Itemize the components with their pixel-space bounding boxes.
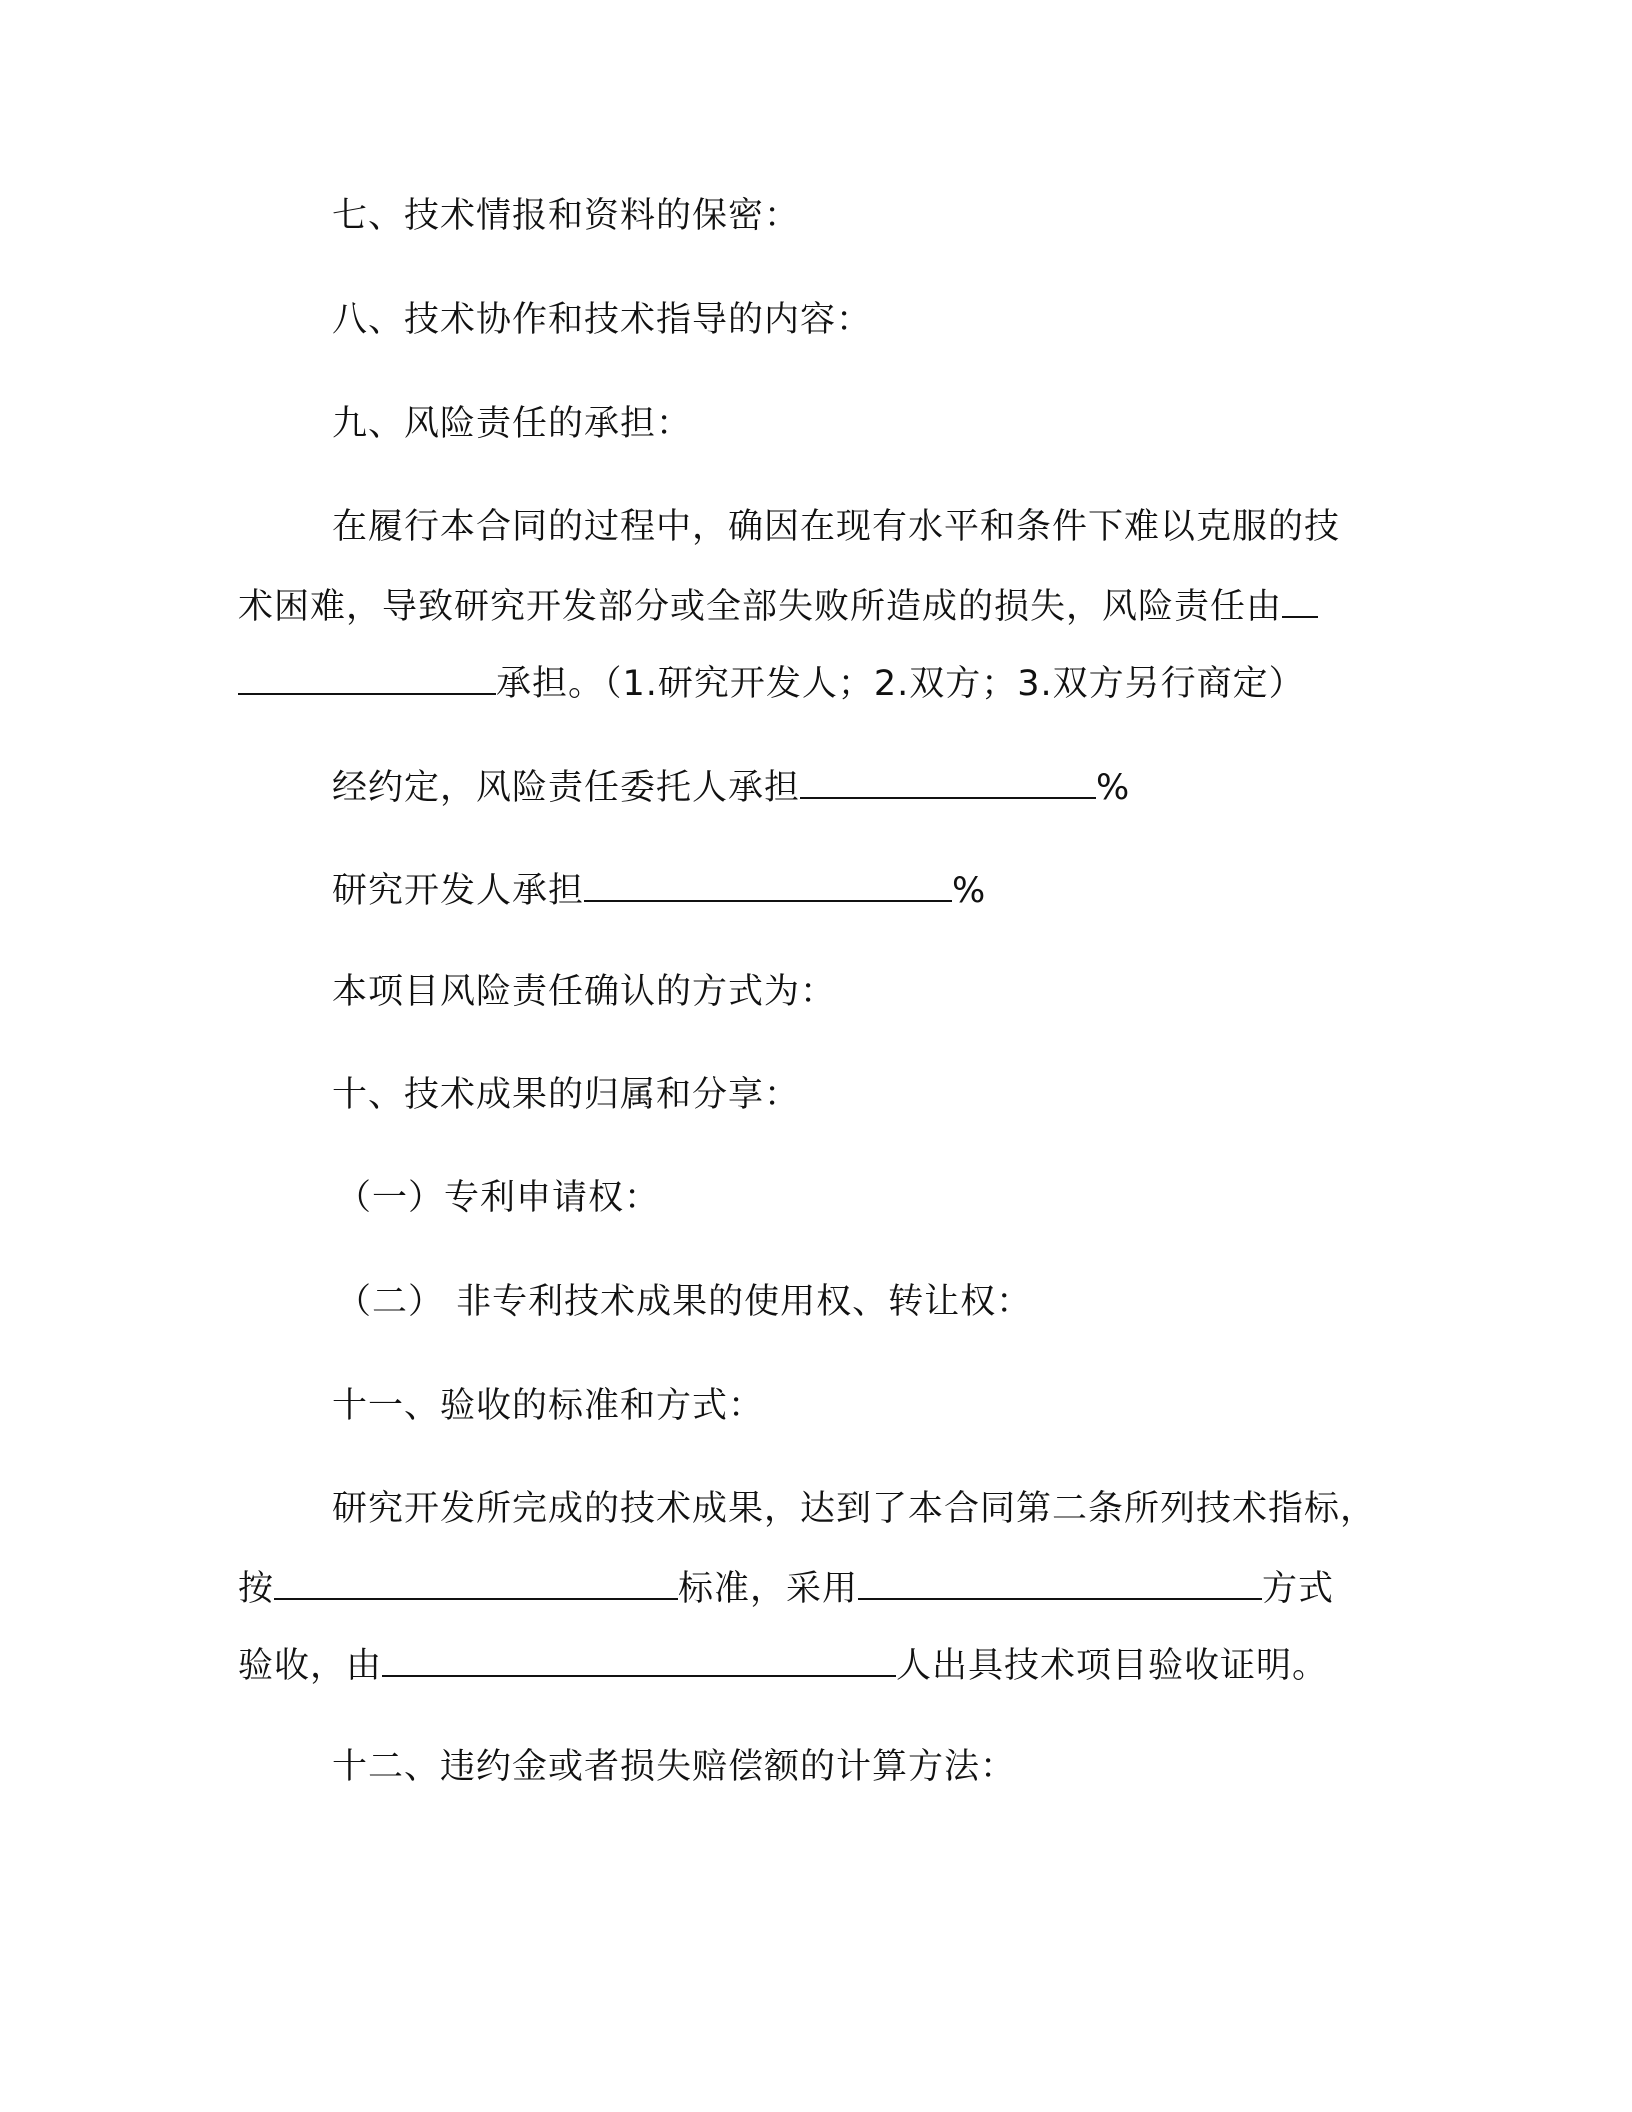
acceptance-paragraph-line-1: 研究开发所完成的技术成果，达到了本合同第二条所列技术指标， bbox=[332, 1489, 1377, 1529]
risk-paragraph-line-2 bbox=[238, 582, 1318, 629]
acceptance-method-suffix: 方式 bbox=[1262, 1569, 1335, 1609]
client-risk-share-blank[interactable] bbox=[800, 763, 1096, 799]
section-10-heading: 十、技术成果的归属和分享： bbox=[332, 1075, 801, 1115]
acceptance-certifier-suffix: 人出具技术项目验收证明。 bbox=[896, 1646, 1329, 1686]
developer-risk-share bbox=[332, 866, 986, 913]
acceptance-method-blank[interactable] bbox=[858, 1564, 1262, 1600]
acceptance-certifier-blank[interactable] bbox=[382, 1641, 896, 1677]
section-12-heading: 十二、违约金或者损失赔偿额的计算方法： bbox=[332, 1747, 1017, 1787]
risk-paragraph-line-3 bbox=[238, 659, 1305, 706]
risk-party-blank-start[interactable] bbox=[1282, 582, 1318, 618]
section-7-heading: 七、技术情报和资料的保密： bbox=[332, 196, 801, 236]
developer-risk-share-unit: % bbox=[952, 871, 987, 911]
section-8-heading: 八、技术协作和技术指导的内容： bbox=[332, 300, 873, 340]
non-patent-rights: （二） 非专利技术成果的使用权、转让权： bbox=[336, 1282, 1033, 1322]
risk-paragraph-line-1: 在履行本合同的过程中，确因在现有水平和条件下难以克服的技 bbox=[332, 507, 1341, 547]
developer-risk-share-blank[interactable] bbox=[584, 866, 952, 902]
acceptance-method-prefix: 标准，采用 bbox=[678, 1569, 859, 1609]
client-risk-share-label: 经约定，风险责任委托人承担 bbox=[332, 768, 801, 808]
risk-confirm-method: 本项目风险责任确认的方式为： bbox=[332, 972, 837, 1012]
section-9-heading: 九、风险责任的承担： bbox=[332, 404, 693, 444]
patent-application-right: （一）专利申请权： bbox=[336, 1178, 661, 1218]
acceptance-paragraph-line-3 bbox=[238, 1641, 1328, 1688]
section-11-heading: 十一、验收的标准和方式： bbox=[332, 1386, 765, 1426]
risk-paragraph-line-3-text: 承担。（1.研究开发人；2.双方；3.双方另行商定） bbox=[496, 664, 1305, 704]
acceptance-paragraph-line-2 bbox=[238, 1564, 1334, 1611]
developer-risk-share-label: 研究开发人承担 bbox=[332, 871, 585, 911]
risk-paragraph-line-2-text: 术困难，导致研究开发部分或全部失败所造成的损失，风险责任由 bbox=[238, 587, 1283, 627]
acceptance-standard-blank[interactable] bbox=[274, 1564, 678, 1600]
client-risk-share bbox=[332, 763, 1130, 810]
acceptance-standard-prefix: 按 bbox=[238, 1569, 275, 1609]
acceptance-certifier-prefix: 验收，由 bbox=[238, 1646, 383, 1686]
client-risk-share-unit: % bbox=[1096, 768, 1131, 808]
risk-party-blank[interactable] bbox=[238, 659, 496, 695]
